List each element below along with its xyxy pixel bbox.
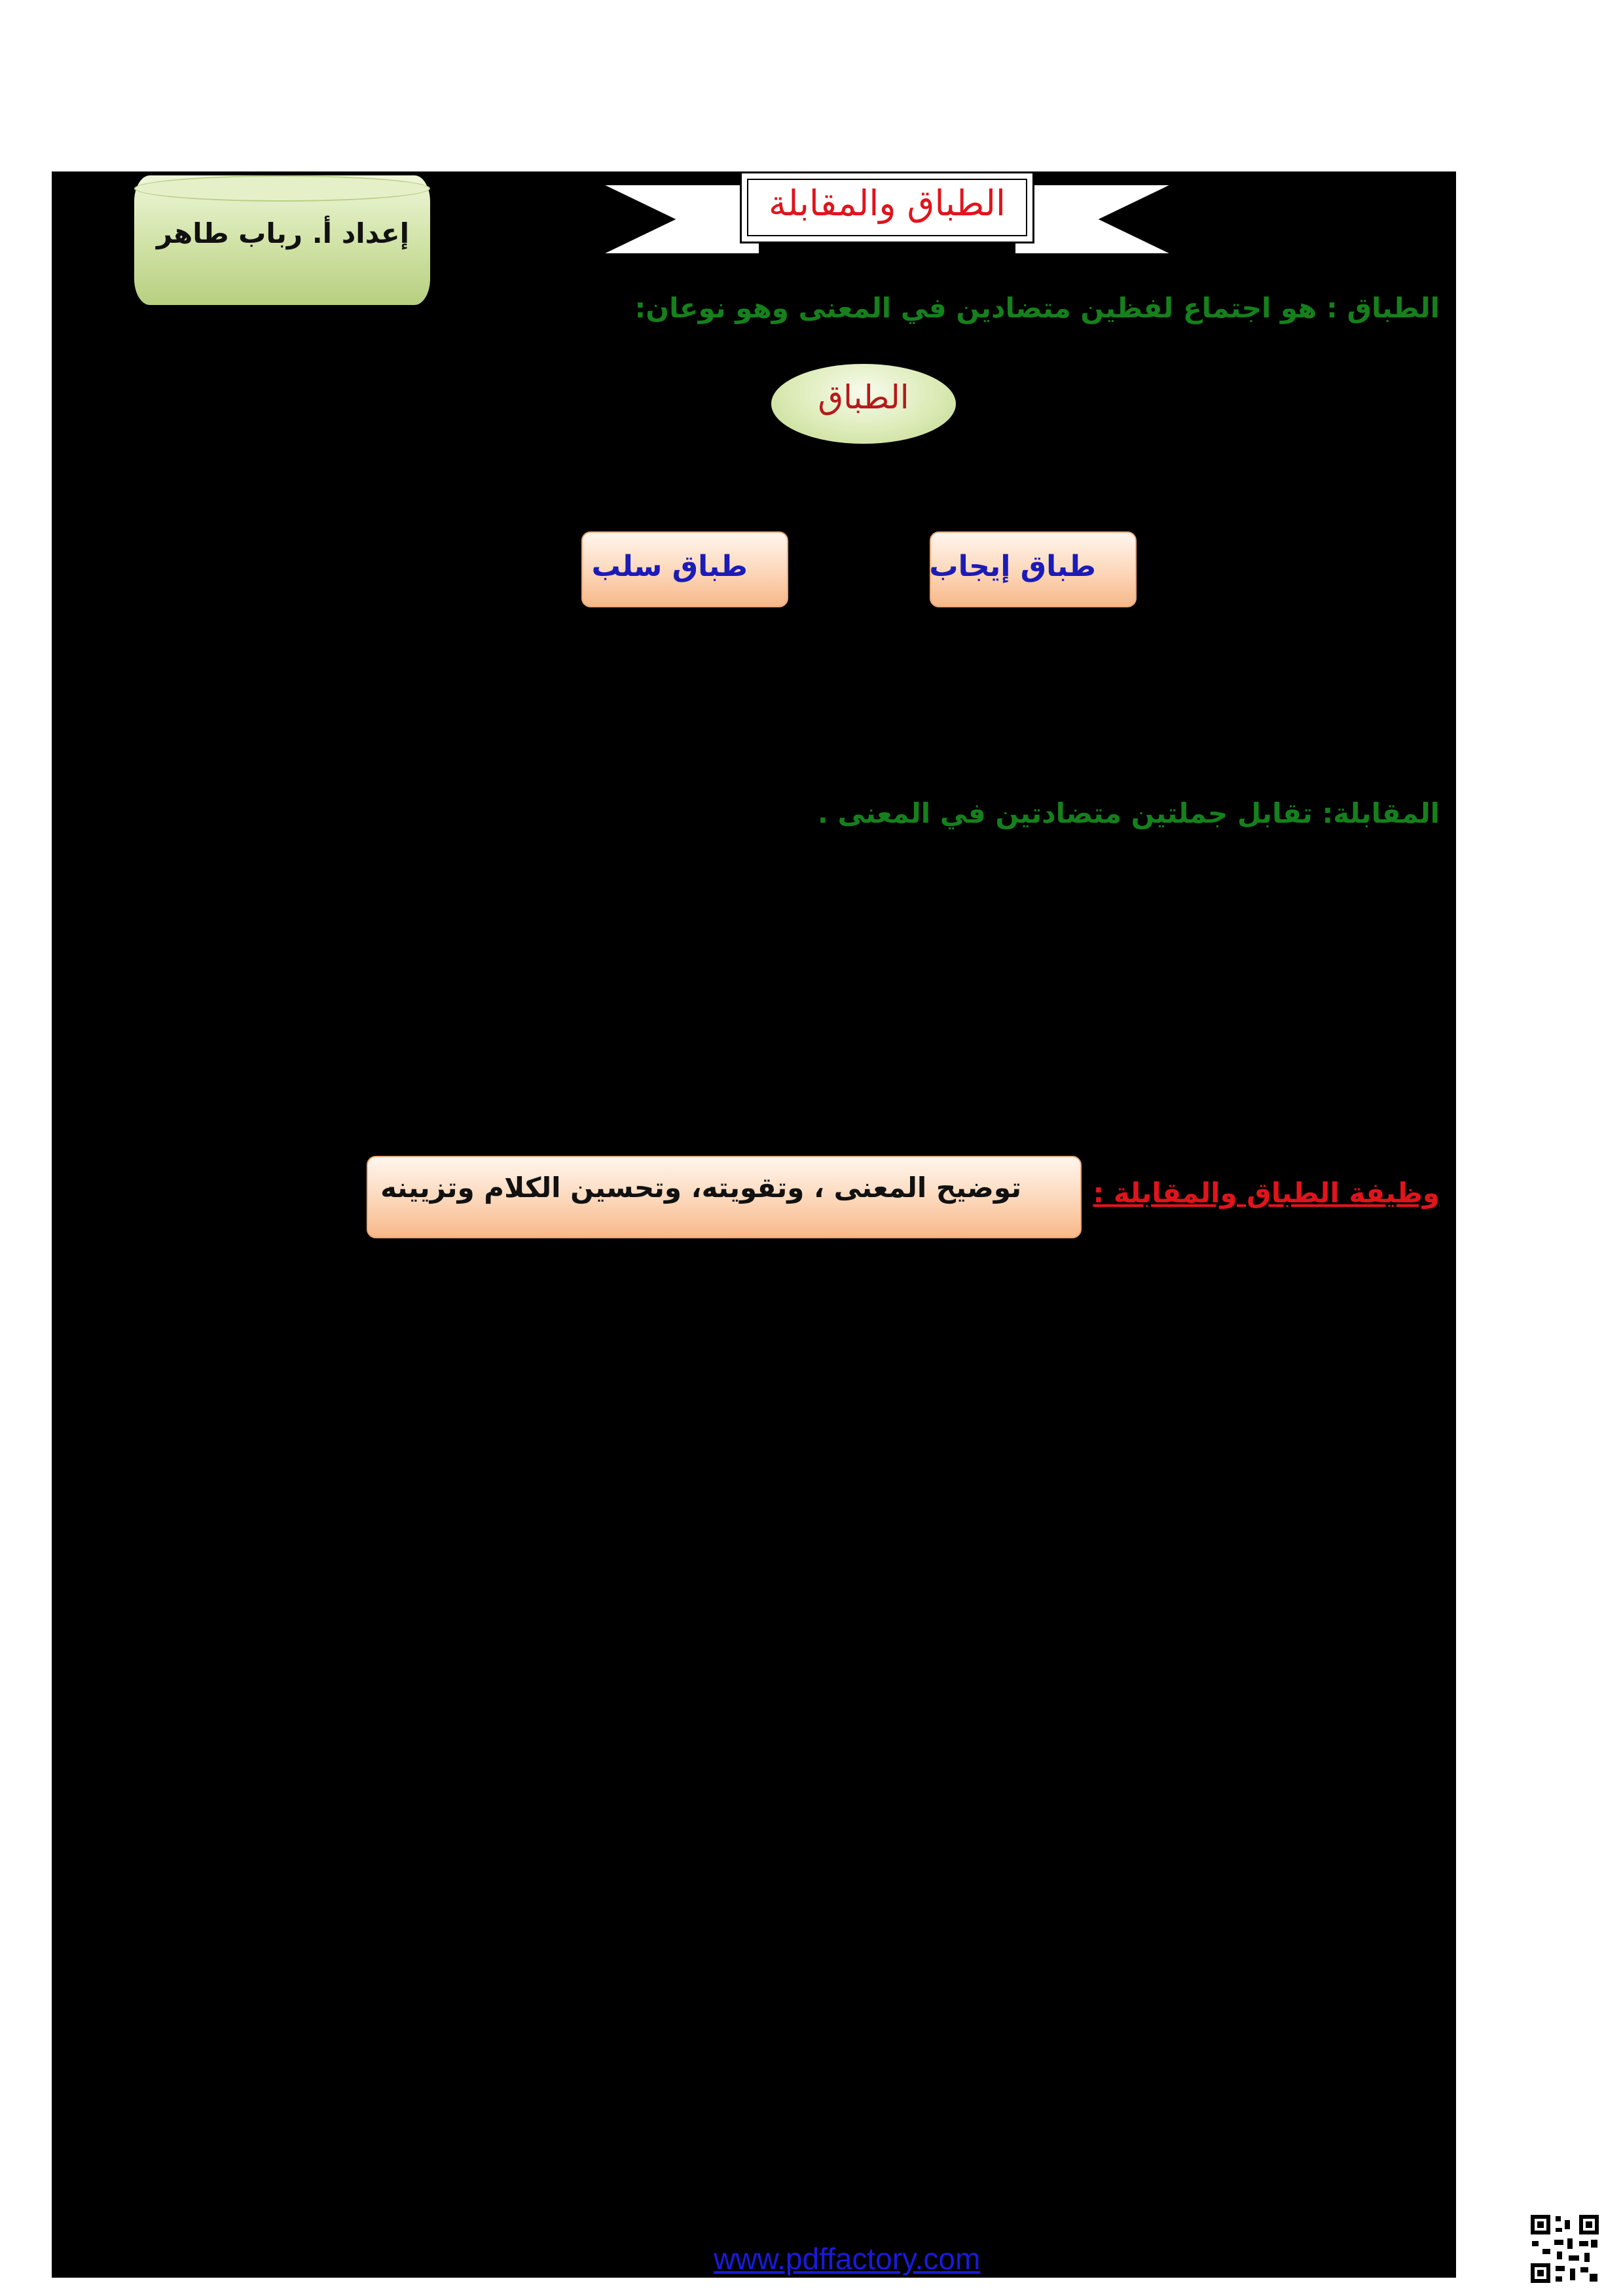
author-label: إعداد أ. رباب طاهر <box>156 217 409 249</box>
function-text: توضيح المعنى ، وتقويته، وتحسين الكلام وتزيينه <box>380 1172 1021 1204</box>
tibaq-node <box>771 364 956 444</box>
tibaq-definition: الطباق : هو اجتماع لفظين متضادين في المعنى وهو نوعان: <box>634 292 1440 324</box>
muqabala-definition: المقابلة: تقابل جملتين متضادتين في المعنى . <box>817 797 1440 829</box>
function-box <box>367 1156 1082 1238</box>
page-title: الطباق والمقابلة <box>769 183 1006 224</box>
author-scroll-box <box>134 175 430 305</box>
title-frame <box>740 171 1034 243</box>
tibaq-type-ijab-box <box>930 531 1137 607</box>
tibaq-type-salb-label: طباق سلب <box>591 550 748 583</box>
tibaq-type-salb-box <box>581 531 788 607</box>
footer-link[interactable]: www.pdffactory.com <box>714 2242 981 2276</box>
tibaq-type-ijab-label: طباق إيجاب <box>929 550 1096 583</box>
tibaq-node-label: الطباق <box>818 378 909 416</box>
qr-code-icon <box>1529 2214 1600 2284</box>
function-heading: وظيفة الطباق والمقابلة : <box>1093 1177 1440 1209</box>
